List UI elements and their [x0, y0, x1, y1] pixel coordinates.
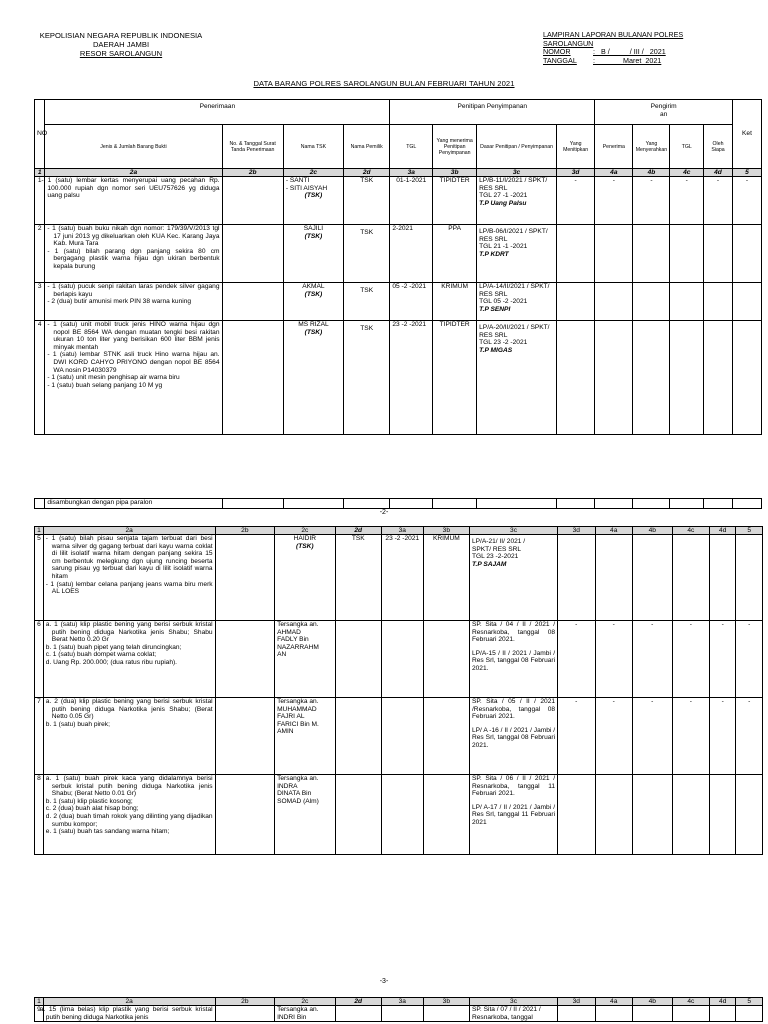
suspect-name: AKMAL: [302, 283, 325, 290]
suspect-status: (TSK): [304, 328, 323, 336]
evidence-item: e. 1 (satu) buah tas sandang warna hitam;: [45, 828, 170, 836]
col-num: 2d: [335, 998, 381, 1006]
dash-cell: -: [710, 698, 736, 775]
evidence-item: d. 2 (dua) buah timah rokok yang dilinting yang dijadikan sumbu kompor;: [45, 812, 213, 828]
col-num: 4b: [632, 527, 672, 535]
suspect-cell: [275, 698, 336, 775]
col-tgl2-header: TGL: [670, 125, 704, 169]
basis-line: TGL 27 -1 -2021: [479, 192, 528, 200]
evidence-cell: [43, 775, 215, 855]
col-no-header: NO: [35, 100, 45, 169]
basis-line: SP. Sita / 04 / II / 2021 / Resnarkoba, tanggal 08 Februari 2021.: [471, 621, 556, 644]
basis-line: SPKT/ RES SRL: [471, 545, 522, 553]
suspect-name: SAJILI: [303, 225, 324, 232]
crime-type: T.P SAJAM: [471, 560, 507, 568]
row-no: 6: [35, 621, 44, 698]
col-num: 2b: [215, 998, 274, 1006]
col-num: 5: [736, 527, 763, 535]
row-no: 1: [35, 177, 45, 225]
suspect-status: (TSK): [304, 192, 323, 200]
basis-line: LP/ A-17 / II / 2021 / Jambi / Res Srl, tanggal 11 Februari 2021: [471, 803, 556, 826]
basis-cell: [477, 321, 557, 435]
suspect-cell: [275, 775, 336, 855]
col-num: 2a: [45, 169, 222, 177]
date-cell: 23 -2 -2021: [390, 321, 433, 435]
col-surat-header: No. & Tanggal Surat Tanda Penerimaan: [222, 125, 283, 169]
evidence-item: - 1 (satu) bilah parang dgn panjang sekira 80 cm bergagang plastik warna hijau dgn ukiran berbentuk kepala burung: [47, 247, 220, 270]
column-number-row: [35, 527, 763, 535]
basis-line: SP. Sita / 05 / II / 2021 /Resnarkoba, tanggal 08 Februari 2021.: [471, 698, 556, 721]
date-cell: 2-2021: [390, 225, 433, 283]
col-num: 2d: [344, 169, 390, 177]
evidence-item: - 1 (satu) buah buku nikah dgn nomor: 179/39/V/2013 tgl 17 juni 2013 yg dikeluarkan oleh KUA Kec. Karang Jaya Kab. Mura Tara: [47, 225, 220, 248]
col-num: 4a: [595, 998, 632, 1006]
col-dasar-header: Dasar Penitipan / Penyimpanan: [477, 125, 557, 169]
receipt-cell: [222, 321, 283, 435]
date-cell: 05 -2 -2021: [390, 283, 433, 321]
basis-line: RES SRL: [479, 235, 508, 243]
suspect-name: SOMAD (Alm): [277, 797, 319, 805]
dash-cell: -: [558, 621, 595, 698]
evidence-table-page3: [34, 997, 763, 1022]
page-number-3: -3-: [379, 978, 389, 985]
suspect-status: (TSK): [296, 542, 314, 550]
col-num: 2a: [43, 998, 215, 1006]
date-cell: 01-1-2021: [390, 177, 433, 225]
evidence-item: - 1 (satu) bilah pisau senjata tajam terbuat dari besi warna silver dg gagang terbuat dari kayu warna coklat di lilit isolatif warna hitam dengan panjang sekira 15 cm berbentuk melegkung dgn ujung runcing beserta sarung pisau yg terbuat dari kayu di lilit isolatif warna hitam: [45, 535, 213, 580]
col-num: 4a: [595, 527, 632, 535]
institution-name: KEPOLISIAN NEGARA REPUBLIK INDONESIA: [39, 31, 203, 40]
basis-line: LP/A-20/II/2021 / SPKT/: [479, 324, 550, 331]
crime-type: T.P MIGAS: [479, 346, 513, 354]
basis-line: TGL 23 -2 -2021: [479, 339, 528, 347]
receiver-cell: TIPIDTER: [433, 177, 477, 225]
basis-cell: [469, 775, 557, 855]
table-row: [35, 283, 762, 321]
evidence-item: - 1 (satu) lembar kertas menyerupai uang pecahan Rp. 100.000 rupiah dgn nomor seri UEU757626 yg diduga uang palsu: [45, 177, 222, 225]
col-num: 4a: [595, 169, 633, 177]
evidence-item: - 1 (satu) pucuk senpi rakitan laras pendek silver gagang berlapis kayu: [47, 283, 220, 298]
basis-cell: [477, 177, 557, 225]
suspect-cell: [283, 283, 343, 321]
col-yang-menyerahkan-header: Yang Menyerahkan: [633, 125, 670, 169]
evidence-item: - 1 (satu) buah selang panjang 10 M yg: [47, 381, 163, 389]
col-num: 3a: [390, 169, 433, 177]
dash-cell: -: [558, 698, 595, 775]
header-right: [543, 31, 723, 65]
basis-line: TGL 05 -2 -2021: [479, 298, 528, 306]
evidence-item: - 2 (dua) butir amunisi merk PIN 38 warna kuning: [47, 298, 192, 306]
col-oleh-siapa-header: Oleh Siapa: [704, 125, 733, 169]
suspect-name: HAIDIR: [293, 535, 317, 542]
column-number-row: [35, 998, 763, 1006]
evidence-item: b. 1 (satu) buah pirek;: [45, 720, 110, 728]
suspect-name: FADLY Bin: [277, 636, 309, 644]
dash-cell: -: [672, 698, 709, 775]
evidence-item: a. 15 (lima belas) klip plastik yang berisi serbuk kristal putih bening diduga Narkotika jenis: [43, 1006, 215, 1022]
evidence-item: a. 1 (satu) klip plastic bening yang berisi serbuk kristal putih bening diduga Narkotika jenis Shabu; Shabu Berat Netto 0.20 Gr: [45, 621, 213, 644]
crime-type: T.P KDRT: [479, 250, 509, 258]
suspect-cell: [275, 1006, 336, 1022]
region-name: DAERAH JAMBI: [92, 40, 150, 50]
col-nama-tsk-header: Nama TSK: [283, 125, 343, 169]
attachment-title: LAMPIRAN LAPORAN BULANAN POLRES SAROLANGUN: [543, 30, 684, 48]
suspect-cell: [283, 177, 343, 225]
evidence-item: a. 2 (dua) klip plastic bening yang berisi serbuk kristal putih bening diduga Narkotika jenis Shabu; (Berat Netto 0.05 Gr): [45, 698, 213, 721]
basis-cell: [469, 698, 557, 775]
table-row: [35, 321, 762, 435]
date-cell: 23 -2 -2021: [381, 535, 423, 621]
col-num: 2c: [275, 527, 336, 535]
basis-cell: [477, 225, 557, 283]
col-num: 1: [35, 527, 44, 535]
col-penerimaan-header: Penerimaan: [45, 100, 390, 125]
col-num: 1: [35, 169, 45, 177]
suspect-name: Tersangka an.: [277, 1006, 319, 1013]
col-num: 4c: [670, 169, 704, 177]
table-row: [35, 775, 763, 855]
col-yang-menerima-header: Yang menerima Penitipan Penyimpanan: [433, 125, 477, 169]
basis-line: TGL 23 -2-2021: [471, 553, 519, 561]
basis-line: RES SRL: [479, 290, 508, 298]
dash-cell: -: [704, 177, 733, 225]
row-no: 9: [35, 1006, 44, 1022]
col-num: 4d: [704, 169, 733, 177]
col-num: 4d: [710, 998, 736, 1006]
evidence-item: - 1 (satu) unit mobil truck jenis HINO warna hijau dgn nopol BE 8564 WA dengan muatan tengki besi rakitan ukuran 10 ton liter yang berisikan 600 liter BBM jenis minyak mentah: [47, 321, 220, 351]
col-penerima-header: Penerima: [595, 125, 633, 169]
suspect-name: - SITI AISYAH: [285, 184, 328, 192]
col-num: 3d: [558, 998, 595, 1006]
suspect-cell: [275, 535, 336, 621]
nomor-value: : B / / III / 2021: [593, 47, 666, 57]
evidence-cell: [43, 698, 215, 775]
col-tgl-header: TGL: [390, 125, 433, 169]
col-num: 3b: [423, 998, 469, 1006]
dash-cell: -: [557, 177, 595, 225]
evidence-item: a. 1 (satu) buah pirek kaca yang didalamnya berisi serbuk kristal putih bening diduga Narkotika jenis Shabu; (Berat Netto 0.01 Gr): [45, 775, 213, 798]
resort-name: RESOR SAROLANGUN: [79, 49, 163, 59]
col-num: 5: [732, 169, 761, 177]
nomor-label: NOMOR: [543, 47, 571, 57]
dash-cell: -: [595, 698, 632, 775]
suspect-name: FARICI Bin M.: [277, 720, 319, 728]
col-num: 3a: [381, 998, 423, 1006]
table-row: [35, 698, 763, 775]
evidence-table-page1: [34, 99, 762, 435]
col-num: 2a: [43, 527, 215, 535]
basis-line: LP/B-06/I/2021 / SPKT/: [479, 228, 548, 235]
document-title: DATA BARANG POLRES SAROLANGUN BULAN FEBRUARI TAHUN 2021: [253, 79, 515, 88]
evidence-cell: [45, 321, 222, 435]
receipt-cell: [222, 177, 283, 225]
evidence-item: - 1 (satu) lembar celana panjang jeans warna biru merk AL LOES: [45, 580, 213, 596]
dash-cell: -: [595, 621, 632, 698]
dash-cell: -: [632, 698, 672, 775]
row-no: 8: [35, 775, 44, 855]
row-no: 2: [35, 225, 45, 283]
col-num: 2d: [335, 527, 381, 535]
owner-cell: TSK: [344, 225, 390, 283]
col-num: 2b: [215, 527, 274, 535]
row-no: 4: [35, 321, 45, 435]
col-num: 4d: [710, 527, 736, 535]
table-row: [35, 535, 763, 621]
evidence-item: b. 1 (satu) klip plastic kosong;: [45, 797, 133, 805]
suspect-name: AHMAD: [277, 628, 301, 636]
dash-cell: -: [736, 621, 763, 698]
dash-cell: -: [672, 621, 709, 698]
receiver-cell: KRIMUM: [433, 283, 477, 321]
basis-line: RES SRL: [479, 184, 508, 192]
page-number-2: -2-: [379, 509, 389, 516]
row-no: 3: [35, 283, 45, 321]
evidence-cell: [45, 225, 222, 283]
basis-line: TGL 21 -1 -2021: [479, 243, 528, 251]
evidence-item: - 1 (satu) lembar STNK asli truck Hino warna hijau an. DWI KORD CAHYO PRIYONO dengan nopol BE 8564 WA nosin P14030379: [47, 351, 220, 374]
crime-type: T.P SENPI: [479, 305, 511, 313]
suspect-name: MUHAMMAD: [277, 705, 317, 713]
dash-cell: -: [732, 177, 761, 225]
col-num: 4c: [672, 527, 709, 535]
owner-cell: TSK: [335, 535, 381, 621]
basis-line: SP. Sita / 07 / II / 2021 / Resnarkoba, tanggal: [469, 1006, 557, 1022]
continuation-row: [34, 498, 762, 509]
table-row: [35, 621, 763, 698]
col-pengirim-header: Pengirim an: [595, 100, 733, 125]
col-num: 3b: [423, 527, 469, 535]
suspect-cell: [283, 225, 343, 283]
col-ket-header: Ket: [732, 100, 761, 169]
dash-cell: -: [632, 621, 672, 698]
evidence-item: b. 1 (satu) buah pipet yang telah diruncingkan;: [45, 643, 182, 651]
basis-line: LP/A-21/ II/ 2021 /: [471, 538, 526, 545]
col-num: 2c: [283, 169, 343, 177]
col-num: 4c: [672, 998, 709, 1006]
table-row: [35, 225, 762, 283]
continuation-text: disambungkan dengan pipa paralon: [45, 499, 222, 509]
receipt-cell: [222, 225, 283, 283]
header-left: [36, 31, 206, 59]
column-number-row: [35, 169, 762, 177]
col-num: 1: [35, 998, 44, 1006]
col-num: 2b: [222, 169, 283, 177]
table-row: [35, 1006, 763, 1022]
evidence-item: c. 1 (satu) buah dompet warna coklat;: [45, 651, 157, 659]
suspect-name: FAJRI AL: [277, 713, 305, 721]
col-num: 3d: [558, 527, 595, 535]
row-no: 5: [35, 535, 44, 621]
crime-type: T.P Uang Palsu: [479, 199, 527, 207]
basis-line: RES SRL: [479, 331, 508, 339]
col-nama-pemilik-header: Nama Pemilik: [344, 125, 390, 169]
tanggal-label: TANGGAL: [543, 55, 577, 65]
receipt-cell: [222, 283, 283, 321]
table-row: [35, 177, 762, 225]
col-yang-menitipkan-header: Yang Menitipkan: [557, 125, 595, 169]
col-num: 4b: [632, 998, 672, 1006]
basis-line: LP/B-11/I/2021 / SPKT/: [479, 177, 548, 184]
suspect-cell: [275, 621, 336, 698]
suspect-name: NAZARRAHM: [277, 643, 319, 651]
row-no: 7: [35, 698, 44, 775]
suspect-name: INDRI Bin: [277, 1013, 307, 1021]
evidence-item: d. Uang Rp. 200.000; (dua ratus ribu rupiah).: [45, 658, 178, 666]
owner-cell: TSK: [344, 283, 390, 321]
col-num: 3b: [433, 169, 477, 177]
col-num: 4b: [633, 169, 670, 177]
basis-line: SP. Sita / 06 / II / 2021 / Resnarkoba, tanggal 11 Februari 2021.: [471, 775, 556, 798]
suspect-name: Tersangka an.: [277, 621, 319, 628]
suspect-name: - SANTI: [285, 177, 310, 184]
suspect-name: AN: [277, 651, 287, 659]
owner-cell: TSK: [344, 321, 390, 435]
col-num: 3d: [557, 169, 595, 177]
col-num: 3c: [469, 527, 557, 535]
dash-cell: -: [736, 698, 763, 775]
basis-line: LP/ A -16 / II / 2021 / Jambi / Res Srl, tanggal 08 Februari 2021.: [471, 726, 556, 749]
owner-cell: TSK: [344, 177, 390, 225]
suspect-cell: [283, 321, 343, 435]
suspect-name: MS RIZAL: [298, 321, 329, 328]
suspect-name: AMIN: [277, 728, 294, 736]
suspect-name: DINATA Bin: [277, 790, 312, 798]
suspect-name: INDRA: [277, 782, 298, 790]
receiver-cell: KRIMUM: [423, 535, 469, 621]
evidence-table-page2: [34, 526, 763, 855]
suspect-name: Tersangka an.: [277, 775, 319, 782]
dash-cell: -: [710, 621, 736, 698]
dash-cell: -: [595, 177, 633, 225]
col-num: 3a: [381, 527, 423, 535]
suspect-status: (TSK): [304, 290, 323, 298]
dash-cell: -: [633, 177, 670, 225]
suspect-status: (TSK): [304, 232, 323, 240]
basis-cell: [477, 283, 557, 321]
col-num: 2c: [275, 998, 336, 1006]
suspect-name: Tersangka an.: [277, 698, 319, 705]
col-num: 5: [736, 998, 763, 1006]
evidence-item: - 1 (satu) unit mesin penghisap air warna biru: [47, 374, 180, 382]
basis-line: LP/A-14/II/2021 / SPKT/: [479, 283, 550, 290]
col-penitipan-header: Penitipan Penyimpanan: [390, 100, 595, 125]
basis-cell: [469, 535, 557, 621]
receiver-cell: PPA: [433, 225, 477, 283]
evidence-item: c. 2 (dua) buah alat hisap bong;: [45, 805, 139, 813]
col-jenis-header: Jenis & Jumlah Barang Bukti: [45, 125, 222, 169]
dash-cell: -: [670, 177, 704, 225]
basis-cell: [469, 621, 557, 698]
evidence-cell: [45, 283, 222, 321]
evidence-cell: [43, 535, 215, 621]
col-num: 3c: [469, 998, 557, 1006]
basis-line: LP/A-15 / II / 2021 / Jambi / Res Srl, tanggal 08 Februari 2021.: [471, 649, 556, 672]
tanggal-value: : Maret 2021: [593, 55, 662, 65]
receiver-cell: TIPIDTER: [433, 321, 477, 435]
col-num: 3c: [477, 169, 557, 177]
evidence-cell: [43, 621, 215, 698]
